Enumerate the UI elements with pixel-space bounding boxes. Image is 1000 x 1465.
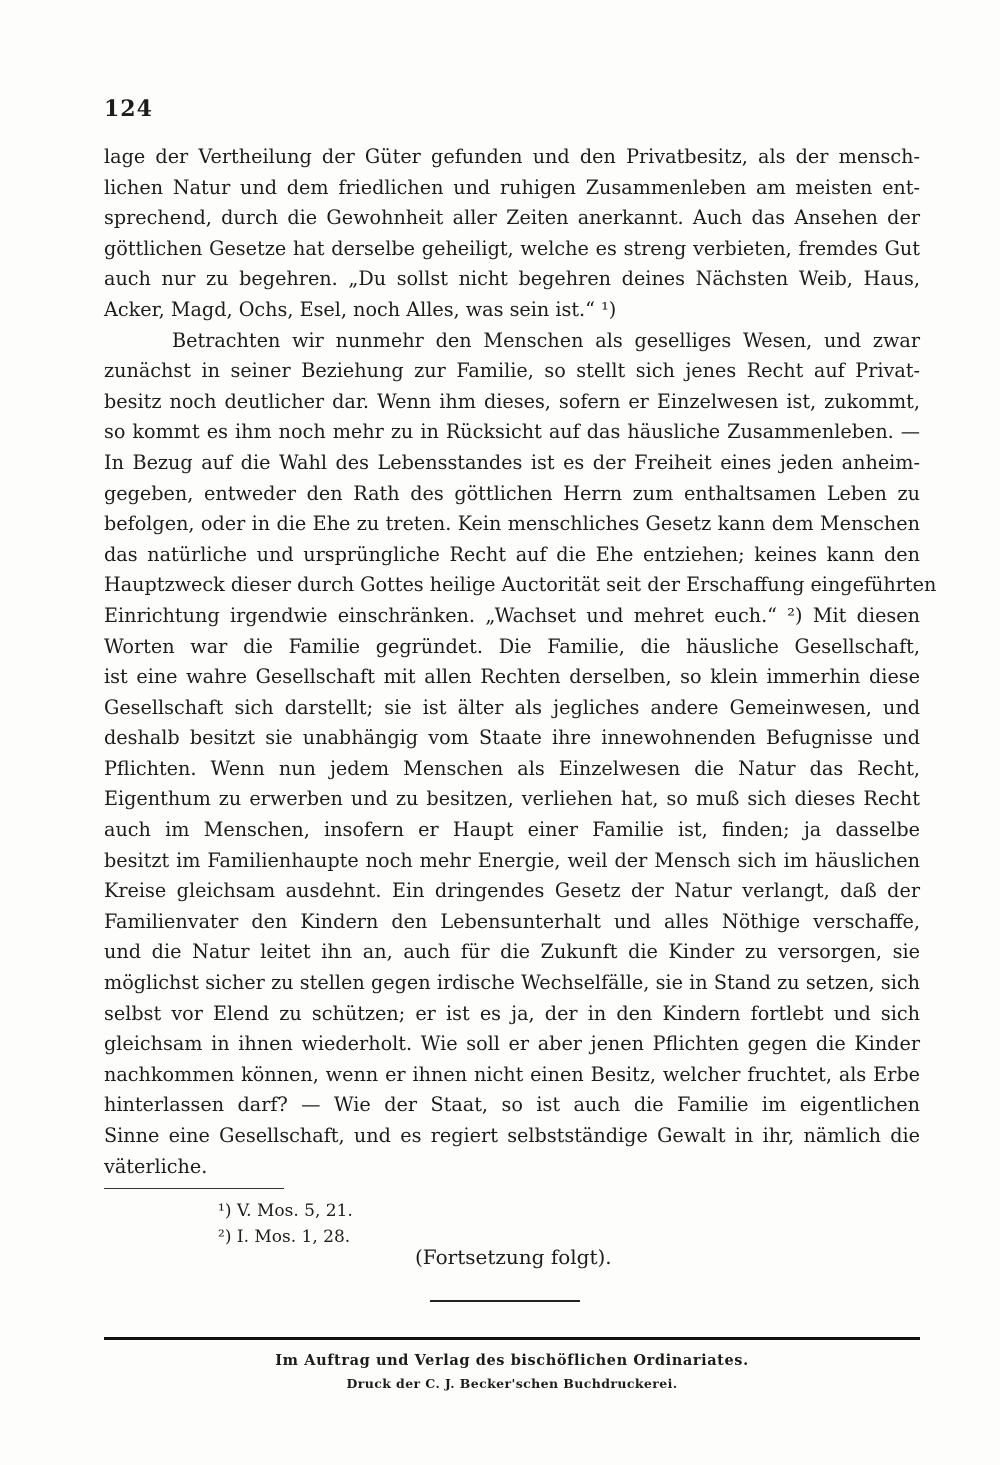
text-line-12: gegeben, entweder den Rath des göttlichen Herrn zum enthaltsamen Leben zu <box>104 481 920 505</box>
footnote-1-text: V. Mos. 5, 21. <box>236 1201 353 1221</box>
text-line-5: auch nur zu begehren. „Du sollst nicht begehren deines Nächsten Weib, Haus, <box>104 267 920 291</box>
text-line-29: selbst vor Elend zu schützen; er ist es ja, der in den Kindern fortlebt und sich <box>104 1001 920 1025</box>
imprint-divider <box>104 1337 920 1340</box>
body-text <box>104 142 937 1182</box>
text-line-3: sprechend, durch die Gewohnheit aller Zeiten anerkannt. Auch das Ansehen der <box>104 206 920 230</box>
text-line-4: göttlichen Gesetze hat derselbe geheiligt, welche es streng verbieten, fremdes Gut <box>104 236 920 260</box>
footnote-2-text: I. Mos. 1, 28. <box>236 1227 351 1247</box>
text-line-18: ist eine wahre Gesellschaft mit allen Rechten derselben, so klein immerhin diese <box>104 665 920 689</box>
text-line-30: gleichsam in ihnen wiederholt. Wie soll er aber jenen Pflichten gegen die Kinder <box>104 1032 920 1056</box>
text-line-10: so kommt es ihm noch mehr zu in Rücksicht auf das häusliche Zusammenleben. — <box>104 420 920 444</box>
footnote-divider <box>104 1188 284 1189</box>
text-line-22: Eigenthum zu erwerben und zu besitzen, verliehen hat, so muß sich dieses Recht <box>104 787 920 811</box>
text-line-21: Pflichten. Wenn nun jedem Menschen als Einzelwesen die Natur das Recht, <box>104 756 920 780</box>
footnote-1 <box>218 1198 353 1224</box>
text-line-19: Gesellschaft sich darstellt; sie ist älter als jegliches andere Gemeinwesen, und <box>104 695 920 719</box>
text-line-23: auch im Menschen, insofern er Haupt einer Familie ist, finden; ja dasselbe <box>104 818 920 842</box>
footnotes <box>218 1198 353 1250</box>
text-line-28: möglichst sicher zu stellen gegen irdische Wechselfälle, sie in Stand zu setzen, sich <box>104 971 920 995</box>
text-line-8: zunächst in seiner Beziehung zur Familie, so stellt sich jenes Recht auf Privat- <box>104 359 920 383</box>
text-line-27: und die Natur leitet ihn an, auch für die Zukunft die Kinder zu versorgen, sie <box>104 940 920 964</box>
text-line-34: väterliche. <box>104 1154 208 1178</box>
text-line-1: lage der Vertheilung der Güter gefunden und den Privatbesitz, als der mensch- <box>104 145 920 168</box>
text-line-15: Hauptzweck dieser durch Gottes heilige Auctorität seit der Erschaffung eingeführten <box>104 573 937 597</box>
text-line-11: In Bezug auf die Wahl des Lebensstandes ist es der Freiheit eines jeden anheim- <box>104 450 920 474</box>
text-line-16: Einrichtung irgendwie einschränken. „Wachset und mehret euch.“ ²) Mit diesen <box>104 603 920 627</box>
page-number: 124 <box>104 96 153 122</box>
text-line-13: befolgen, oder in die Ehe zu treten. Kein menschliches Gesetz kann dem Menschen <box>104 512 920 536</box>
footnote-2 <box>218 1224 353 1250</box>
imprint-printer: Druck der C. J. Becker'schen Buchdruckerei. <box>346 1376 678 1391</box>
text-line-20: deshalb besitzt sie unabhängig vom Staate ihre innewohnenden Befugnisse und <box>104 726 920 750</box>
imprint-publisher: Im Auftrag und Verlag des bischöflichen Ordinariates. <box>275 1352 749 1369</box>
text-line-32: hinterlassen darf? — Wie der Staat, so ist auch die Familie im eigentlichen <box>104 1093 920 1117</box>
text-line-2: lichen Natur und dem friedlichen und ruhigen Zusammenleben am meisten ent- <box>104 175 920 199</box>
text-line-25: Kreise gleichsam ausdehnt. Ein dringendes Gesetz der Natur verlangt, daß der <box>104 879 920 903</box>
text-line-7: Betrachten wir nunmehr den Menschen als geselliges Wesen, und zwar <box>172 328 920 352</box>
text-line-14: das natürliche und ursprüngliche Recht auf die Ehe entziehen; keines kann den <box>104 542 920 566</box>
footnote-1-mark: ¹) <box>218 1201 232 1221</box>
text-line-9: besitz noch deutlicher dar. Wenn ihm dieses, sofern er Einzelwesen ist, zukommt, <box>104 389 920 413</box>
footnote-2-mark: ²) <box>218 1227 232 1247</box>
text-line-6: Acker, Magd, Ochs, Esel, noch Alles, was sein ist.“ ¹) <box>104 297 617 321</box>
text-line-17: Worten war die Familie gegründet. Die Familie, die häusliche Gesellschaft, <box>104 634 920 658</box>
text-line-33: Sinne eine Gesellschaft, und es regiert selbstständige Gewalt in ihr, nämlich die <box>104 1124 920 1147</box>
short-divider <box>430 1300 580 1302</box>
text-line-26: Familienvater den Kindern den Lebensunterhalt und alles Nöthige verschaffe, <box>104 909 920 933</box>
text-line-24: besitzt im Familienhaupte noch mehr Energie, weil der Mensch sich im häuslichen <box>104 848 920 872</box>
text-line-31: nachkommen können, wenn er ihnen nicht einen Besitz, welcher fruchtet, als Erbe <box>104 1062 920 1086</box>
continuation-note: (Fortsetzung folgt). <box>415 1245 612 1269</box>
